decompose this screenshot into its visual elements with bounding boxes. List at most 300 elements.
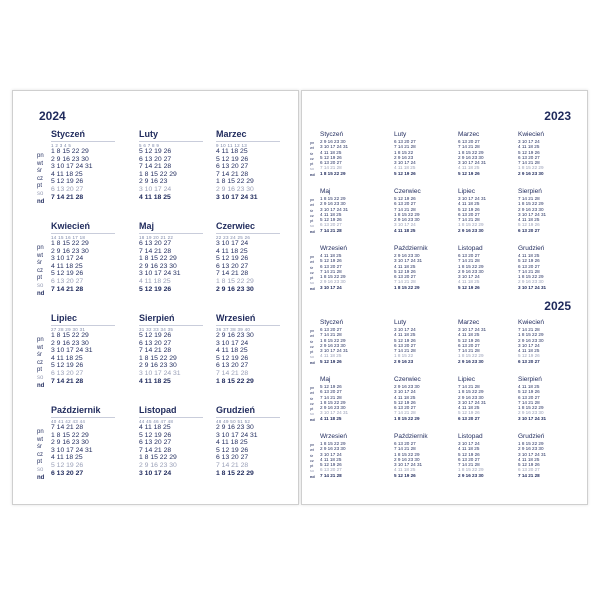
- day-row: 1 8 15 22 29: [458, 353, 484, 359]
- day-row: 1 8 15 22: [394, 353, 414, 359]
- day-row: 5 12 19 26: [139, 431, 172, 439]
- weekday-label: pt: [37, 367, 43, 374]
- month-name: Luty: [139, 129, 158, 139]
- month-name: Styczeń: [320, 131, 344, 138]
- month-name: Wrzesień: [320, 245, 347, 252]
- day-row: 6 13 20 27: [458, 456, 480, 462]
- day-row: 5 12 19 26: [320, 154, 342, 160]
- day-row: 6 13 20 27: [320, 467, 342, 473]
- day-row: 6 13 20 27: [139, 240, 172, 247]
- month-block: [216, 313, 280, 385]
- day-row: 4 11 18 25: [320, 456, 342, 462]
- weekday-label: śr: [310, 453, 314, 458]
- weekday-label: nd: [310, 474, 315, 479]
- weekday-label: pt: [310, 219, 314, 224]
- weekday-label: wt: [310, 391, 314, 396]
- day-row: 4 11 18 25: [394, 263, 416, 269]
- day-row: 2 9 16 23 30: [458, 268, 484, 274]
- day-row: 2 9 16 23 30: [216, 424, 254, 431]
- day-row: 1 8 15 22 29: [216, 178, 254, 186]
- day-row: 1 8 15 22 29: [518, 201, 544, 207]
- day-row: 1 8 15 22 29: [518, 274, 544, 280]
- day-row: 5 12 19 26: [458, 451, 480, 457]
- month-name: Listopad: [458, 433, 483, 440]
- day-row: 7 14 21 28: [518, 196, 540, 201]
- weekday-labels: [37, 153, 44, 206]
- month-block: [139, 405, 203, 477]
- weekday-labels: [310, 198, 315, 235]
- day-row: 6 13 20 27: [139, 155, 172, 163]
- day-row: 4 11 18 25: [139, 424, 171, 431]
- week-numbers: 18 19 20 21 22: [139, 233, 203, 240]
- weekday-label: nd: [310, 286, 315, 291]
- mini-month-block: [458, 245, 516, 290]
- day-row: 5 12 19 26: [458, 410, 480, 416]
- day-row: 3 10 17 24 31: [394, 258, 423, 264]
- weekday-label: cz: [37, 175, 43, 182]
- day-row: 3 10 17 24: [518, 139, 540, 144]
- month-name: Październik: [394, 433, 428, 440]
- day-row: 6 13 20 27: [139, 439, 172, 447]
- weekday-label: so: [310, 281, 315, 286]
- day-row: 5 12 19 26: [320, 258, 342, 264]
- day-row: 5 12 19 26: [320, 462, 342, 468]
- day-row: 4 11 18 25: [458, 201, 480, 207]
- day-row: 5 12 19 26: [51, 270, 84, 278]
- day-row: 4 11 18 25: [51, 262, 83, 270]
- month-block: [139, 221, 203, 293]
- day-row: 4 11 18 25: [458, 332, 480, 338]
- day-row: 7 14 21 28: [216, 270, 249, 278]
- day-row: 7 14 21 28: [518, 399, 540, 405]
- month-block: [216, 221, 280, 293]
- day-row: 4 11 18 25: [394, 467, 416, 473]
- day-row: 7 14 21 28: [139, 446, 172, 454]
- day-row: 7 14 21 28: [216, 461, 249, 469]
- day-row: 3 10 17 24: [518, 342, 540, 348]
- day-row: 2 9 16 23: [394, 358, 414, 364]
- day-row: 7 14 21 28: [518, 160, 540, 166]
- day-row: 3 10 17 24 31: [51, 347, 93, 355]
- weekday-label: so: [37, 282, 44, 289]
- day-row: 1 8 15 22 29: [139, 170, 177, 178]
- day-row: 2 9 16 23 30: [51, 155, 89, 163]
- day-row: 3 10 17 24 31: [518, 415, 547, 421]
- month-name: Październik: [394, 245, 428, 252]
- day-row: 5 12 19 26: [458, 170, 480, 176]
- planner-spread: [12, 90, 588, 505]
- mini-month-block: [458, 319, 516, 364]
- day-row: 7 14 21 28: [320, 165, 342, 171]
- day-row: 3 10 17 24 31: [458, 196, 487, 201]
- day-row: 6 13 20 27: [51, 369, 84, 377]
- day-row: 3 10 17 24: [216, 240, 249, 247]
- day-row: 7 14 21 28: [139, 347, 172, 355]
- mini-month-block: [320, 376, 378, 421]
- weekday-label: pt: [310, 276, 314, 281]
- day-row: 2 9 16 23 30: [139, 461, 177, 469]
- day-row: 6 13 20 27: [518, 394, 540, 400]
- day-row: 3 10 17 24 31: [51, 163, 93, 171]
- day-row: 3 10 17 24: [458, 441, 480, 446]
- mini-month-block: [458, 188, 516, 233]
- day-row: 4 11 18 25: [51, 170, 83, 178]
- day-row: 7 14 21 28: [139, 163, 172, 171]
- day-row: 3 10 17 24: [139, 469, 172, 477]
- day-row: 2 9 16 23 30: [518, 206, 544, 212]
- month-name: Marzec: [216, 129, 247, 139]
- day-row: 2 9 16 23 30: [216, 185, 254, 193]
- day-row: 2 9 16 23 30: [216, 285, 254, 293]
- weekday-label: so: [310, 412, 315, 417]
- day-row: 2 9 16 23 30: [394, 217, 420, 223]
- month-name: Grudzień: [518, 245, 545, 252]
- weekday-label: śr: [37, 444, 42, 451]
- day-row: 4 11 18 25: [216, 247, 248, 255]
- weekday-label: nd: [37, 198, 45, 205]
- day-row: 6 13 20 27: [458, 415, 480, 421]
- weekday-label: wt: [310, 448, 314, 453]
- weekday-label: so: [310, 355, 315, 360]
- year-title-2024: 2024: [39, 109, 66, 123]
- weekday-labels: [310, 141, 315, 178]
- day-row: 1 8 15 22 29: [458, 149, 484, 155]
- day-row: 2 9 16 23 30: [458, 472, 484, 478]
- weekday-label: wt: [37, 436, 43, 443]
- weekday-labels: [37, 337, 44, 390]
- month-name: Listopad: [458, 245, 483, 252]
- weekday-label: pn: [37, 429, 44, 435]
- weekday-label: śr: [310, 265, 314, 270]
- day-row: 3 10 17 24: [216, 339, 249, 347]
- day-row: 7 14 21 28: [518, 327, 540, 332]
- weekday-label: wt: [37, 344, 43, 351]
- day-row: 5 12 19 26: [458, 206, 480, 212]
- day-row: 7 14 21 28: [51, 424, 84, 431]
- day-row: 4 11 18 25: [320, 353, 342, 359]
- day-row: 1 8 15 22 29: [216, 377, 254, 385]
- month-name: Styczeń: [51, 129, 86, 139]
- week-numbers: 27 28 29 30 31: [51, 325, 115, 332]
- month-name: Sierpień: [518, 188, 542, 195]
- day-row: 6 13 20 27: [518, 154, 540, 160]
- day-row: 3 10 17 24: [394, 389, 416, 395]
- day-row: 1 8 15 22 29: [216, 469, 254, 477]
- month-name: Wrzesień: [216, 313, 256, 323]
- weekday-label: nd: [310, 172, 315, 177]
- mini-month-block: [394, 131, 452, 176]
- day-row: 6 13 20 27: [216, 262, 249, 270]
- day-row: 7 14 21 28: [518, 268, 540, 274]
- day-row: 1 8 15 22 29: [394, 451, 420, 457]
- day-row: 3 10 17 24 31: [51, 446, 93, 454]
- day-row: 6 13 20 27: [320, 160, 342, 166]
- mini-month-block: [518, 131, 576, 176]
- day-row: 5 12 19 26: [518, 353, 540, 359]
- day-row: 1 8 15 22 29: [320, 274, 346, 280]
- day-row: 2 9 16 23 30: [458, 154, 484, 160]
- day-row: 1 8 15 22 29: [51, 332, 89, 339]
- mini-month-block: [320, 433, 378, 478]
- weekday-label: śr: [310, 339, 314, 344]
- weekday-label: wt: [37, 252, 43, 259]
- weekday-label: so: [310, 224, 315, 229]
- month-name: Lipiec: [51, 313, 78, 323]
- right-page: [301, 90, 588, 505]
- weekday-label: cz: [310, 156, 314, 161]
- weekday-labels: [310, 255, 315, 292]
- month-name: Marzec: [458, 131, 480, 138]
- day-row: 3 10 17 24 31: [320, 348, 349, 354]
- month-name: Czerwiec: [216, 221, 256, 231]
- day-row: 3 10 17 24: [320, 284, 342, 290]
- month-name: Kwiecień: [518, 131, 545, 138]
- day-row: 3 10 17 24 31: [320, 410, 349, 416]
- weekday-label: pn: [310, 255, 315, 259]
- weekday-label: śr: [310, 396, 314, 401]
- day-row: 1 8 15 22 29: [518, 332, 544, 338]
- day-row: 1 8 15 22 29: [51, 148, 89, 155]
- weekday-label: śr: [310, 151, 314, 156]
- weekday-label: pn: [37, 337, 44, 343]
- weekday-label: pn: [310, 386, 315, 390]
- day-row: 5 12 19 26: [216, 354, 249, 362]
- weekday-label: cz: [310, 344, 314, 349]
- weekday-label: nd: [310, 360, 315, 365]
- day-row: 7 14 21 28: [139, 247, 172, 255]
- day-row: 5 12 19 26: [51, 461, 84, 469]
- day-row: 7 14 21 28: [458, 258, 480, 264]
- day-row: 6 13 20 27: [518, 227, 540, 233]
- month-block: [216, 129, 280, 201]
- month-name: Czerwiec: [394, 376, 421, 383]
- month-block: [51, 221, 115, 293]
- day-row: 1 8 15 22 29: [320, 170, 346, 176]
- day-row: 5 12 19 26: [320, 358, 342, 364]
- day-row: 4 11 18 25: [518, 144, 540, 150]
- day-row: 7 14 21 28: [394, 144, 416, 150]
- day-row: 3 10 17 24: [320, 451, 342, 457]
- day-row: 4 11 18 25: [394, 394, 416, 400]
- weekday-label: pn: [310, 198, 315, 202]
- day-row: 5 12 19 26: [518, 149, 540, 155]
- day-row: 2 9 16 23 30: [139, 362, 177, 370]
- day-row: 6 13 20 27: [394, 342, 416, 348]
- week-numbers: 5 6 7 8 9: [139, 141, 203, 148]
- day-row: 5 12 19 26: [216, 446, 249, 454]
- month-name: Maj: [320, 188, 331, 195]
- day-row: 7 14 21 28: [51, 377, 84, 385]
- day-row: 4 11 18 25: [51, 354, 83, 362]
- day-row: 2 9 16 23 30: [458, 394, 484, 400]
- day-row: 1 8 15 22 29: [320, 441, 346, 446]
- day-row: 3 10 17 24 31: [394, 462, 423, 468]
- weekday-label: pn: [310, 141, 315, 145]
- weekday-label: so: [310, 167, 315, 172]
- mini-month-block: [320, 319, 378, 364]
- day-row: 5 12 19 26: [518, 222, 540, 228]
- weekday-label: pt: [310, 464, 314, 469]
- weekday-label: cz: [37, 359, 43, 366]
- day-row: 6 13 20 27: [394, 441, 416, 446]
- day-row: 7 14 21 28: [216, 369, 249, 377]
- weekday-label: pt: [37, 459, 43, 466]
- day-row: 6 13 20 27: [320, 263, 342, 269]
- weekday-label: pn: [37, 245, 44, 251]
- day-row: 2 9 16 23 30: [458, 358, 484, 364]
- weekday-label: so: [37, 374, 44, 381]
- weekday-labels: [37, 429, 44, 482]
- week-numbers: 22 23 24 25 26: [216, 233, 280, 240]
- day-row: 6 13 20 27: [216, 454, 249, 462]
- day-row: 5 12 19 26: [394, 268, 416, 274]
- weekday-label: cz: [37, 451, 43, 458]
- day-row: 1 8 15 22 29: [139, 255, 177, 263]
- day-row: 7 14 21 28: [458, 217, 480, 223]
- day-row: 5 12 19 26: [394, 337, 416, 343]
- mini-month-block: [394, 433, 452, 478]
- week-numbers: 40 41 42 43 44: [51, 417, 115, 424]
- day-row: 3 10 17 24 31: [458, 327, 487, 332]
- day-row: 7 14 21 28: [51, 193, 84, 201]
- week-numbers: 9 10 11 12 13: [216, 141, 280, 148]
- month-block: [139, 129, 203, 201]
- weekday-label: pn: [310, 329, 315, 333]
- weekday-label: śr: [37, 168, 42, 175]
- month-name: Październik: [51, 405, 101, 415]
- day-row: 2 9 16 23 30: [394, 456, 420, 462]
- day-row: 3 10 17 24: [458, 274, 480, 280]
- day-row: 3 10 17 24 31: [458, 160, 487, 166]
- month-name: Maj: [139, 221, 155, 231]
- day-row: 5 12 19 26: [394, 399, 416, 405]
- day-row: 6 13 20 27: [320, 327, 342, 332]
- mini-month-block: [518, 245, 576, 290]
- day-row: 6 13 20 27: [394, 201, 416, 207]
- day-row: 5 12 19 26: [216, 255, 249, 263]
- day-row: 5 12 19 26: [518, 462, 540, 468]
- day-row: 1 8 15 22 29: [216, 277, 254, 285]
- weekday-label: pn: [310, 443, 315, 447]
- mini-month-block: [320, 245, 378, 290]
- day-row: 5 12 19 26: [394, 170, 416, 176]
- day-row: 1 8 15 22 29: [51, 431, 89, 439]
- month-name: Lipiec: [458, 376, 475, 383]
- day-row: 1 8 15 22 29: [458, 263, 484, 269]
- left-page: [12, 90, 299, 505]
- month-block: [51, 129, 115, 201]
- day-row: 6 13 20 27: [518, 358, 540, 364]
- day-row: 6 13 20 27: [458, 139, 480, 144]
- day-row: 1 8 15 22 29: [320, 399, 346, 405]
- month-name: Grudzień: [216, 405, 256, 415]
- day-row: 6 13 20 27: [51, 277, 84, 285]
- day-row: 4 11 18 25: [139, 277, 171, 285]
- weekday-label: pt: [310, 407, 314, 412]
- day-row: 6 13 20 27: [458, 211, 480, 217]
- weekday-label: wt: [310, 146, 314, 151]
- day-row: 1 8 15 22 29: [51, 240, 89, 247]
- day-row: 7 14 21 28: [216, 170, 249, 178]
- day-row: 3 10 17 24 31: [320, 206, 349, 212]
- mini-month-block: [458, 376, 516, 421]
- day-row: 6 13 20 27: [518, 467, 540, 473]
- month-name: Kwiecień: [51, 221, 91, 231]
- weekday-labels: [37, 245, 44, 298]
- day-row: 3 10 17 24: [51, 255, 84, 263]
- day-row: 7 14 21 28: [320, 472, 342, 478]
- day-row: 1 8 15 22 29: [458, 222, 484, 228]
- day-row: 6 13 20 27: [51, 185, 84, 193]
- weekday-label: nd: [37, 382, 45, 389]
- weekday-label: pn: [37, 153, 44, 159]
- day-row: 4 11 18 25: [394, 165, 416, 171]
- day-row: 5 12 19 26: [394, 472, 416, 478]
- day-row: 2 9 16 23 30: [518, 337, 544, 343]
- day-row: 4 11 18 25: [518, 348, 540, 354]
- weekday-labels: [310, 386, 315, 423]
- day-row: 1 8 15 22 29: [458, 389, 484, 395]
- weekday-label: śr: [310, 208, 314, 213]
- month-block: [51, 405, 115, 477]
- day-row: 6 13 20 27: [458, 253, 480, 258]
- weekday-label: cz: [310, 270, 314, 275]
- day-row: 2 9 16 23 30: [394, 384, 420, 389]
- mini-month-block: [320, 188, 378, 233]
- day-row: 7 14 21 28: [518, 472, 540, 478]
- month-name: Kwiecień: [518, 319, 545, 326]
- weekday-label: wt: [310, 260, 314, 265]
- day-row: 1 8 15 22 29: [139, 354, 177, 362]
- day-row: 6 13 20 27: [394, 405, 416, 411]
- day-row: 5 12 19 26: [320, 217, 342, 223]
- month-name: Sierpień: [518, 376, 542, 383]
- mini-month-block: [518, 376, 576, 421]
- day-row: 4 11 18 25: [394, 227, 416, 233]
- day-row: 5 12 19 26: [518, 258, 540, 264]
- weekday-labels: [310, 329, 315, 366]
- day-row: 2 9 16 23 30: [320, 279, 346, 285]
- day-row: 7 14 21 28: [458, 348, 480, 354]
- month-name: Listopad: [139, 405, 177, 415]
- day-row: 1 8 15 22 29: [139, 454, 177, 462]
- day-row: 2 9 16 23 30: [51, 247, 89, 255]
- weekday-label: cz: [310, 213, 314, 218]
- weekday-label: nd: [310, 229, 315, 234]
- day-row: 4 11 18 25: [518, 456, 540, 462]
- month-block: [216, 405, 280, 477]
- year-title-2023: 2023: [544, 109, 571, 123]
- month-name: Grudzień: [518, 433, 545, 440]
- day-row: 3 10 17 24: [394, 222, 416, 228]
- week-numbers: 44 45 46 47 48: [139, 417, 203, 424]
- day-row: 5 12 19 26: [139, 285, 172, 293]
- day-row: 7 14 21 28: [394, 446, 416, 452]
- month-name: Styczeń: [320, 319, 344, 326]
- mini-month-block: [518, 319, 576, 364]
- day-row: 4 11 18 25: [320, 415, 342, 421]
- mini-month-block: [518, 188, 576, 233]
- mini-month-block: [518, 433, 576, 478]
- day-row: 2 9 16 23: [394, 154, 414, 160]
- day-row: 4 11 18 25: [518, 384, 540, 389]
- day-row: 4 11 18 25: [518, 253, 540, 258]
- day-row: 5 12 19 26: [394, 196, 416, 201]
- day-row: 3 10 17 24: [394, 327, 416, 332]
- day-row: 1 8 15 22 29: [394, 284, 420, 290]
- day-row: 4 11 18 25: [216, 439, 248, 447]
- day-row: 6 13 20 27: [216, 362, 249, 370]
